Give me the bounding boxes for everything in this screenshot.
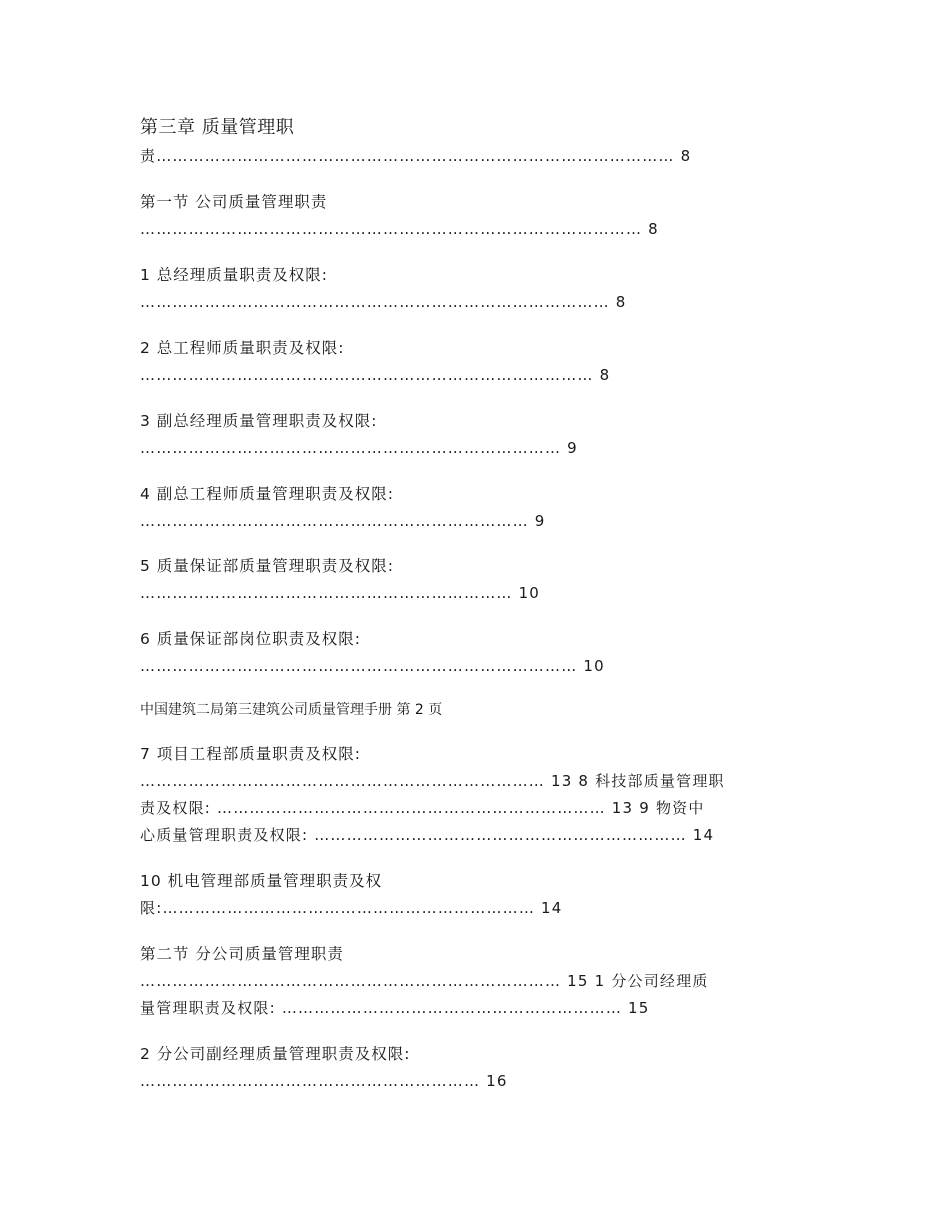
toc-entry-dots: ………………………………………………………………………………… 8 (140, 220, 659, 238)
toc-entry-dots: …………………………………………………………………… 15 1 分公司经理质 (140, 972, 709, 990)
toc-entry-title: 1 总经理质量职责及权限: (140, 266, 329, 284)
toc-entry-dots: 心质量管理职责及权限: …………………………………………………………… 14 (140, 826, 715, 844)
section-heading: 第二节 分公司质量管理职责 (140, 945, 344, 963)
toc-entry-dots: ……………………………………………………… 16 (140, 1072, 508, 1090)
toc-entry-title: 4 副总工程师质量管理职责及权限: (140, 485, 395, 503)
toc-entry-dots: 责…………………………………………………………………………………… 8 (140, 147, 692, 165)
toc-entry-title: 2 分公司副经理质量管理职责及权限: (140, 1045, 411, 1063)
toc-entry-dots: 责及权限: ……………………………………………………………… 13 9 物资中 (140, 799, 705, 817)
page-header: 中国建筑二局第三建筑公司质量管理手册 第 2 页 (140, 702, 443, 718)
toc-entry-dots: ……………………………………………………………………… 10 (140, 657, 605, 675)
toc-entry-dots: 量管理职责及权限: ……………………………………………………… 15 (140, 999, 650, 1017)
toc-entry-title: 7 项目工程部质量职责及权限: (140, 745, 362, 763)
toc-entry-dots: ……………………………………………………………… 9 (140, 512, 546, 530)
toc-entry-title: 2 总工程师质量职责及权限: (140, 339, 345, 357)
toc-entry-title: 3 副总经理质量管理职责及权限: (140, 412, 378, 430)
section-heading: 第一节 公司质量管理职责 (140, 193, 328, 211)
toc-entry-dots: …………………………………………………………………… 9 (140, 439, 578, 457)
toc-entry-dots: ………………………………………………………………………… 8 (140, 366, 611, 384)
toc-entry-dots: …………………………………………………………………………… 8 (140, 293, 627, 311)
toc-entry-dots: …………………………………………………………… 10 (140, 584, 541, 602)
toc-entry-title: 6 质量保证部岗位职责及权限: (140, 630, 362, 648)
toc-entry-dots: 限:…………………………………………………………… 14 (140, 899, 563, 917)
toc-entry-dots: ………………………………………………………………… 13 8 科技部质量管理职 (140, 772, 725, 790)
chapter-heading: 第三章 质量管理职 (140, 117, 295, 138)
toc-entry-title: 10 机电管理部质量管理职责及权 (140, 872, 383, 890)
toc-entry-title: 5 质量保证部质量管理职责及权限: (140, 557, 395, 575)
